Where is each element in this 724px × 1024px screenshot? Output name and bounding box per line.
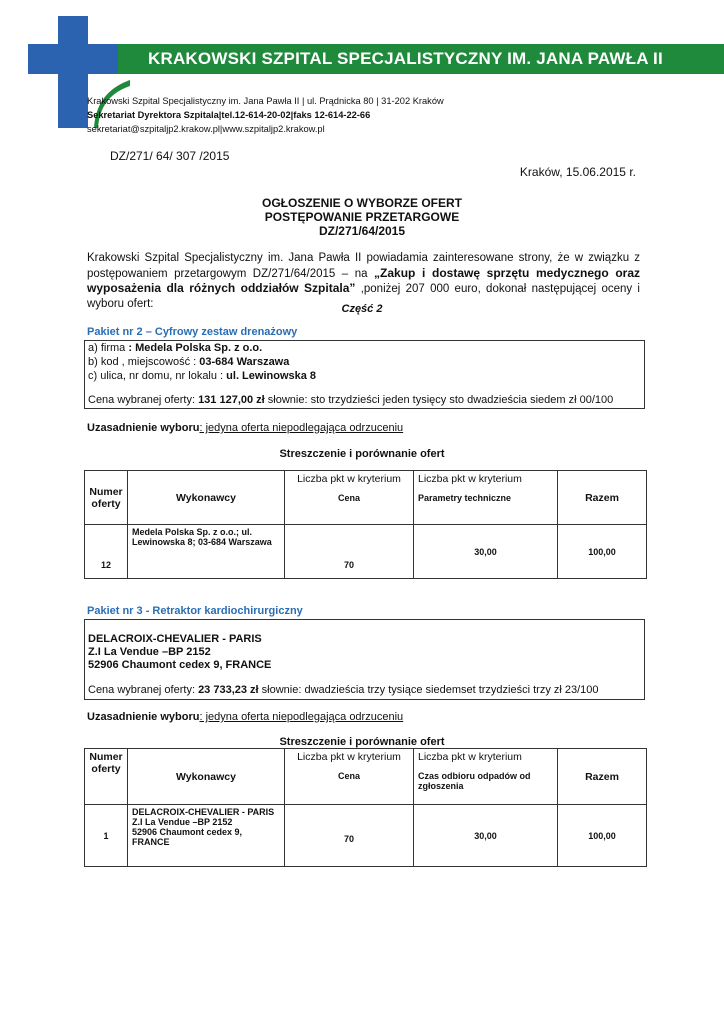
title-line-2: POSTĘPOWANIE PRZETARGOWE: [264, 210, 460, 224]
document-date: Kraków, 15.06.2015 r.: [519, 165, 636, 179]
intro-paragraph: [87, 251, 640, 311]
header-razem: Razem: [558, 749, 647, 805]
cell-cena: 70: [285, 525, 414, 579]
pakiet2-title: Pakiet nr 2 – Cyfrowy zestaw drenażowy: [87, 326, 298, 338]
header-numer: Numer oferty: [85, 749, 128, 805]
cell-numer: 12: [85, 525, 128, 579]
cell-wykonawca: [128, 805, 285, 867]
pakiet3-firm-name: DELACROIX-CHEVALIER - PARIS: [88, 633, 262, 645]
contact-email: sekretariat@szpitaljp2.krakow.pl|www.szpitaljp2.krakow.pl: [87, 124, 325, 134]
header-kryterium-cena: Liczba pkt w kryterium Cena: [285, 749, 414, 805]
document-reference: DZ/271/ 64/ 307 /2015: [110, 149, 230, 163]
pakiet3-summary-title: Streszczenie i porównanie ofert: [279, 736, 445, 748]
banner-title: KRAKOWSKI SZPITAL SPECJALISTYCZNY IM. JANA PAWŁA II: [148, 49, 663, 68]
header-kryterium-2: Liczba pkt w kryterium Czas odbioru odpadów od zgłoszenia: [414, 749, 558, 805]
pakiet2-summary-title: Streszczenie i porównanie ofert: [279, 448, 445, 460]
pakiet2-reason: Uzasadnienie wyboru: jedyna oferta niepodlegająca odrzuceniu: [87, 422, 404, 434]
contact-phone: Sekretariat Dyrektora Szpitala|tel.12-614-20-02|faks 12-614-22-66: [87, 110, 371, 120]
part-label: Część 2: [341, 303, 383, 315]
title-line-3: DZ/271/64/2015: [318, 224, 406, 238]
table-row: [85, 805, 647, 867]
pakiet3-title: Pakiet nr 3 - Retraktor kardiochirurgiczny: [87, 605, 303, 617]
cell-razem: 100,00: [558, 805, 647, 867]
pakiet2-price: Cena wybranej oferty: 131 127,00 zł słownie: sto trzydzieści jeden tysięcy sto dwadzieścia siedem zł 00/100: [88, 394, 614, 406]
pakiet3-firm-city: 52906 Chaumont cedex 9, FRANCE: [88, 659, 272, 671]
header-kryterium-2: Liczba pkt w kryterium Parametry techniczne: [414, 471, 558, 525]
header-wykonawcy: Wykonawcy: [128, 471, 285, 525]
intro-text-a: Krakowski Szpital Specjalistyczny im. Jana Pawła II powiadamia zainteresowane strony, że w związku z postępowaniem przetargowym DZ/271/64/2015 – na: [87, 252, 640, 280]
pakiet3-price: Cena wybranej oferty: 23 733,23 zł słownie: dwadzieścia trzy tysiące siedemset trzydzieści trzy zł 23/100: [88, 684, 599, 696]
cell-kryterium-2: 30,00: [414, 525, 558, 579]
header-wykonawcy: Wykonawcy: [128, 749, 285, 805]
header-razem: Razem: [558, 471, 647, 525]
cell-wykonawca: Medela Polska Sp. z o.o.; ul. Lewinowska 8; 03-684 Warszawa: [128, 525, 285, 579]
table-row: [85, 525, 647, 579]
cell-wykonawca-address: Z.I La Vendue –BP 2152: [132, 817, 233, 827]
pakiet2-firm: a) firma : Medela Polska Sp. z o.o.: [88, 342, 263, 354]
pakiet2-city: b) kod , miejscowość : 03-684 Warszawa: [88, 356, 290, 368]
pakiet3-reason: Uzasadnienie wyboru: jedyna oferta niepodlegająca odrzuceniu: [87, 711, 404, 723]
cell-kryterium-2: 30,00: [414, 805, 558, 867]
table-header-row: [85, 749, 647, 805]
title-line-1: OGŁOSZENIE O WYBORZE OFERT: [261, 196, 462, 210]
cell-cena: 70: [285, 805, 414, 867]
contact-address: Krakowski Szpital Specjalistyczny im. Jana Pawła II | ul. Prądnicka 80 | 31-202 Kraków: [87, 96, 444, 106]
header-kryterium-cena: Liczba pkt w kryterium Cena: [285, 471, 414, 525]
table-header-row: [85, 471, 647, 525]
cell-wykonawca-name: DELACROIX-CHEVALIER - PARIS: [132, 807, 275, 817]
pakiet3-table: [84, 748, 647, 867]
cell-razem: 100,00: [558, 525, 647, 579]
cell-wykonawca-city: 52906 Chaumont cedex 9, FRANCE: [132, 827, 243, 847]
pakiet3-winner-box: [84, 619, 645, 700]
pakiet2-winner-box: [84, 340, 645, 409]
pakiet2-table: [84, 470, 647, 579]
cell-numer: 1: [85, 805, 128, 867]
header-numer: Numer oferty: [85, 471, 128, 525]
tender-subject: „Zakup i dostawę sprzętu medycznego oraz wyposażenia dla różnych oddziałów Szpitala”: [87, 265, 640, 295]
pakiet3-firm-address: Z.I La Vendue –BP 2152: [88, 646, 211, 658]
intro-text-c: ,poniżej 207 000 euro, dokonał następującej oceny i wyboru ofert:: [87, 283, 640, 310]
pakiet2-street: c) ulica, nr domu, nr lokalu : ul. Lewinowska 8: [88, 370, 317, 382]
